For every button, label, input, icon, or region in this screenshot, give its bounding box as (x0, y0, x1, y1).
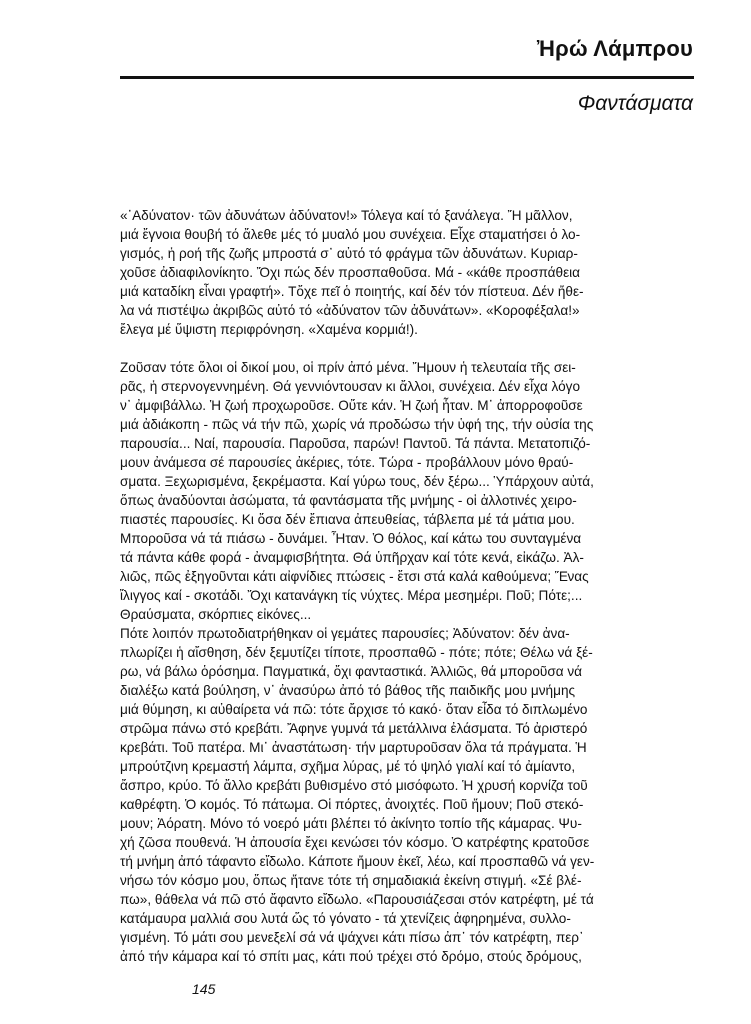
text-line: γισμός, ἡ ροή τῆς ζωῆς μπροστά σ᾽ αὐτό τό φράγμα τῶν ἀδυνάτων. Κυριαρ- (120, 246, 578, 261)
text-line: γισμένη. Τό μάτι σου μενεξελί σά νά ψάχνει κάτι πίσω ἀπ᾽ τόν κατρέφτη, περ᾽ (120, 930, 584, 945)
text-line: μουν ἀνάμεσα σέ παρουσίες ἀκέριες, τότε. Τώρα - προβάλλουν μόνο θραύ- (120, 455, 574, 470)
text-line: μουν; Ἀόρατη. Μόνο τό νοερό μάτι βλέπει τό ἀκίνητο τοπίο τῆς κάμαρας. Ψυ- (120, 816, 582, 831)
text-line: Θραύσματα, σκόρπιες εἰκόνες... (120, 607, 312, 622)
text-line: ν᾽ ἀμφιβάλλω. Ἡ ζωή προχωροῦσε. Οὔτε κάν. Ἡ ζωή ἦταν. Μ᾽ ἀπορροφοῦσε (120, 398, 583, 413)
text-line: σματα. Ξεχωρισμένα, ξεκρέμαστα. Καί γύρω τους, δέν ξέρω... Ὑπάρχουν αὐτά, (120, 474, 594, 489)
text-line: καθρέφτη. Ὁ κομός. Τό πάτωμα. Οἱ πόρτες, ἀνοιχτές. Ποῦ ἤμουν; Ποῦ στεκό- (120, 797, 584, 812)
text-line: Ζοῦσαν τότε ὅλοι οἱ δικοί μου, οἱ πρίν ἀπό μένα. Ἤμουν ἡ τελευταία τῆς σει- (120, 360, 576, 375)
text-line: μιά ἔγνοια θουβή τό ἄλεθε μές τό μυαλό μου συνέχεια. Εἶχε σταματήσει ὁ λο- (120, 227, 581, 242)
text-line: τή μνήμη ἀπό τάφαντο εἴδωλο. Κάποτε ἤμουν ἐκεῖ, λέω, καί προσπαθῶ νά γεν- (120, 854, 595, 869)
text-line: πλωρίζει ἡ αἴσθηση, δέν ξεμυτίζει τίποτε, προσπαθῶ - πότε; πότε; Θέλω νά ξέ- (120, 645, 593, 660)
header-rule (120, 76, 694, 79)
text-line: ρω, νά βάλω ὁρόσημα. Παγματικά, ὄχι φανταστικά. Ἀλλιῶς, θά μποροῦσα νά (120, 664, 583, 679)
text-line: κατάμαυρα μαλλιά σου λυτά ὥς τό γόνατο - τά χτενίζεις ἀφηρημένα, συλλο- (120, 911, 571, 926)
text-line: λα νά πιστέψω ἀκριβῶς αὐτό τό «ἀδύνατον τῶν ἀδυνάτων». «Κοροφέξαλα!» (120, 303, 580, 318)
text-line: πω», θάθελα νά πῶ στό ἄφαντο εἴδωλο. «Παρουσιάζεσαι στόν κατρέφτη, μέ τά (120, 892, 594, 907)
text-line: διαλέξω κατά βούληση, ν᾽ ἀνασύρω ἀπό τό βάθος τῆς παιδικῆς μου μνήμης (120, 683, 576, 698)
text-line: μιά καταδίκη εἶναι γραφτή». Τὄχε πεῖ ὁ ποιητής, καί δέν τόν πίστευα. Δέν ἤθε- (120, 284, 584, 299)
text-line: Μποροῦσα νά τά πιάσω - δυνάμει. Ἦταν. Ὁ θόλος, καί κάτω του συνταγμένα (120, 531, 582, 546)
text-line: «᾽Αδύνατον· τῶν ἀδυνάτων ἀδύνατον!» Τόλεγα καί τό ξανάλεγα. Ἤ μᾶλλον, (120, 208, 573, 223)
paragraph (120, 624, 698, 966)
body-text (120, 206, 698, 966)
text-line: ρᾶς, ἡ στερνογεννημένη. Θά γεννιόντουσαν κι ἄλλοι, συνέχεια. Δέν εἶχα λόγο (120, 379, 581, 394)
text-line: κρεβάτι. Τοῦ πατέρα. Μι᾽ ἀναστάτωση· τήν μαρτυροῦσαν ὅλα τά πράγματα. Ἡ (120, 740, 587, 755)
paragraph-gap (120, 339, 698, 358)
text-line: ἴλιγγος καί - σκοτάδι. Ὄχι κατανάγκη τίς νύχτες. Μέρα μεσημέρι. Ποῦ; Πότε;... (120, 588, 583, 603)
essay-title: Φαντάσματα (577, 92, 693, 115)
text-line: ἀπό τήν κάμαρα καί τό σπίτι μας, κάτι πού τρέχει στό δρόμο, στούς δρόμους, (120, 949, 582, 964)
text-line: χοῦσε ἀδιαφιλονίκητο. Ὄχι πώς δέν προσπαθοῦσα. Μά - «κάθε προσπάθεια (120, 265, 581, 280)
text-line: στρῶμα πάνω στό κρεβάτι. Ἄφηνε γυμνά τά μετάλλινα ἐλάσματα. Τό ἀριστερό (120, 721, 588, 736)
text-line: παρουσία... Ναί, παρουσία. Παροῦσα, παρών! Παντοῦ. Τά πάντα. Μετατοπιζό- (120, 436, 591, 451)
text-line: ἔλεγα μέ ὕψιστη περιφρόνηση. «Χαμένα κορμιά!). (120, 322, 418, 337)
text-line: πιαστές παρουσίες. Κι ὅσα δέν ἔπιανα ἀπευθείας, τάβλεπα μέ τά μάτια μου. (120, 512, 575, 527)
text-line: λιῶς, πῶς ἐξηγοῦνται κάτι αἰφνίδιες πτώσεις - ἔτσι στά καλά καθούμενα; Ἕνας (120, 569, 589, 584)
author-name: Ἠρώ Λάμπρου (536, 36, 693, 61)
text-line: μιά θύμηση, κι αὐθαίρετα νά πῶ: τότε ἄρχισε τό κακό· ὅταν εἶδα τό διπλωμένο (120, 702, 588, 717)
text-line: νήσω τόν κόσμο μου, ὅπως ἤτανε τότε τή σημαδιακιά ἐκείνη στιγμή. «Σέ βλέ- (120, 873, 582, 888)
text-line: ἄσπρο, κρύο. Τό ἄλλο κρεβάτι βυθισμένο στό μισόφωτο. Ἡ χρυσή κορνίζα τοῦ (120, 778, 588, 793)
text-line: μπρούτζινη κρεμαστή λάμπα, σχῆμα λύρας, μέ τό ψηλό γιαλί καί τό ἀμίαντο, (120, 759, 576, 774)
text-line: μιά ἀδιάκοπη - πῶς νά τήν πῶ, χωρίς νά προδώσω τήν ὑφή της, τήν οὐσία της (120, 417, 594, 432)
text-line: τά πάντα κάθε φορά - ἀναμφισβήτητα. Θά ὑπῆρχαν καί τότε κενά, εἰκάζω. Ἀλ- (120, 550, 584, 565)
text-line: Πότε λοιπόν πρωτοδιατρήθηκαν οἱ γεμάτες παρουσίες; Ἀδύνατον: δέν ἀνα- (120, 626, 570, 641)
paragraph (120, 358, 698, 624)
paragraph (120, 206, 698, 339)
text-line: ὅπως ἀναδύονται ἀσώματα, τά φαντάσματα τῆς μνήμης - οἱ ἀλλοτινές χειρο- (120, 493, 577, 508)
page-number: 145 (192, 981, 216, 997)
text-line: χή ζῶσα πουθενά. Ἡ ἀπουσία ἔχει κενώσει τόν κόσμο. Ὁ κατρέφτης κρατοῦσε (120, 835, 590, 850)
